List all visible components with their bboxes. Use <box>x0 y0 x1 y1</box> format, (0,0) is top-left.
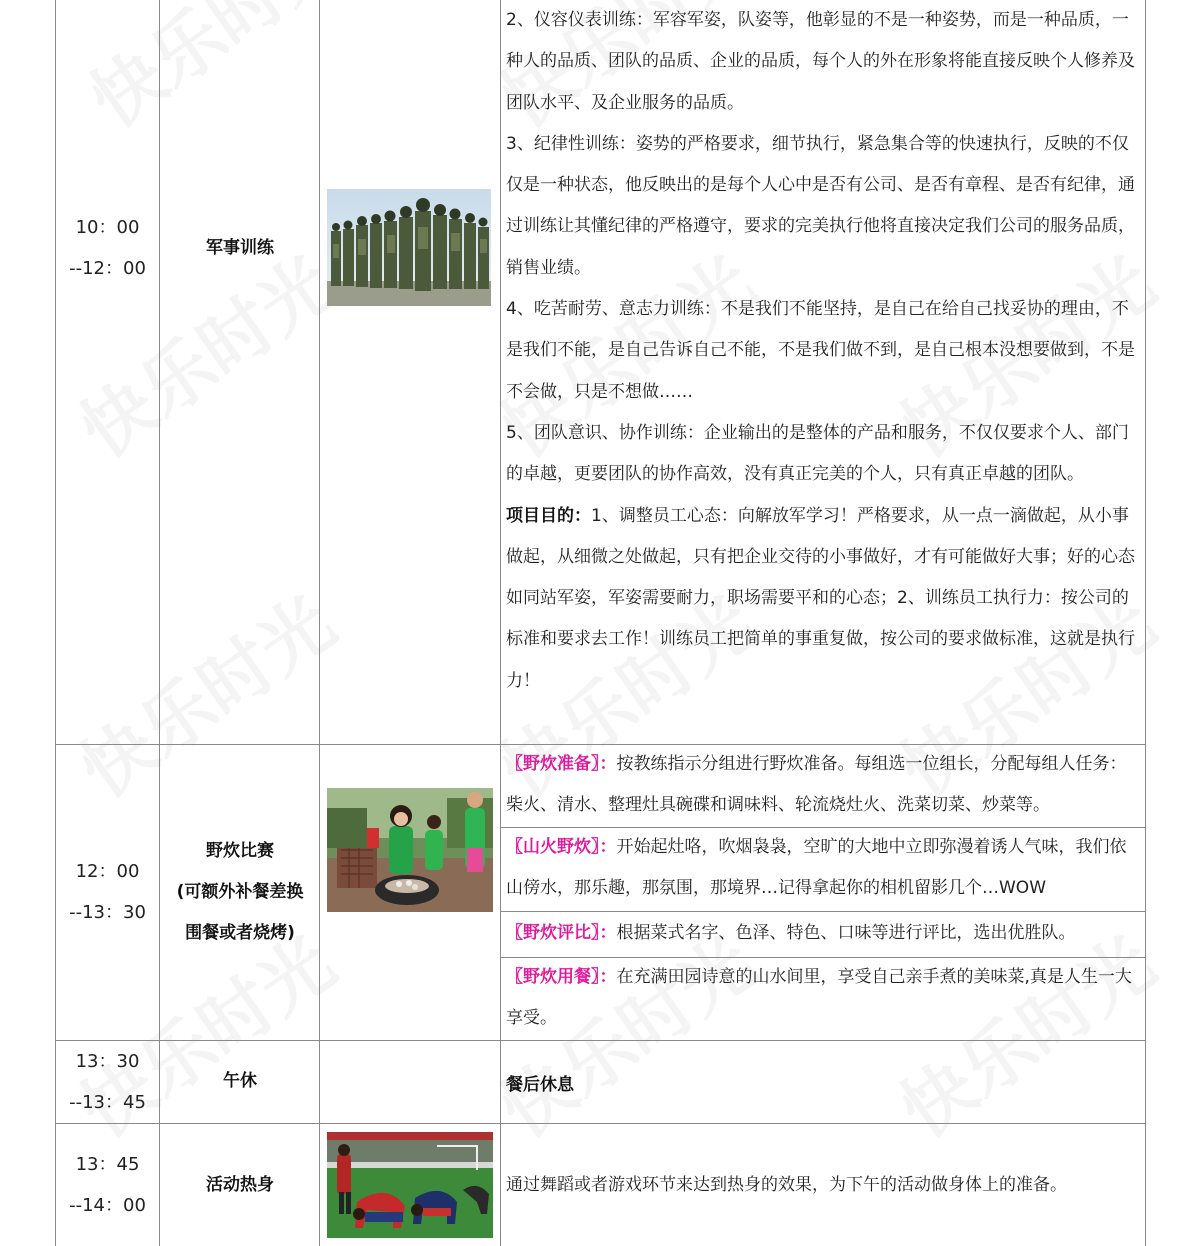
time-cell <box>56 1041 159 1123</box>
military-training-photo-icon <box>327 189 491 306</box>
section-text: 根据菜式名字、色泽、特色、口味等进行评比，选出优胜队。 <box>616 923 1076 943</box>
watermark <box>56 567 352 817</box>
warmup-text: 通过舞蹈或者游戏环节来达到热身的效果，为下午的活动做身体上的准备。 <box>506 1175 1067 1195</box>
activity-description <box>506 0 1142 702</box>
section-text: 在充满田园诗意的山水间里，享受自己亲手煮的美味菜,真是人生一大享受。 <box>506 967 1132 1029</box>
section-text: 按教练指示分组进行野炊准备。每组选一位组长，分配每组人任务：柴火、清水、整理灶具碗碟和调味料、轮流烧灶火、洗菜切菜、炒菜等。 <box>506 754 1127 816</box>
goal-text: 1、调整员工心态：向解放军学习！严格要求，从一点一滴做起，从小事做起，从细微之处做起，只有把企业交待的小事做好，才有可能做好大事；好的心态如同站军姿，军姿需要耐力，职场需要平和的心态；2、训练员工执行力：按公司的标准和要求去工作！训练员工把简单的事重复做，按公司的要求做标准，这就是执行力！ <box>506 505 1135 691</box>
activity-name: 军事训练 <box>206 238 274 258</box>
warmup-exercise-photo-icon <box>327 1132 493 1238</box>
activity-name: 活动热身 <box>206 1175 274 1195</box>
section-tag: 〖野炊用餐〗： <box>506 967 617 987</box>
activity-name-line: (可额外补餐差换 <box>176 882 304 902</box>
section-divider <box>500 911 1146 912</box>
time-end: --14：00 <box>69 1195 146 1216</box>
activity-name: 午休 <box>223 1071 257 1091</box>
table-border <box>1145 0 1146 1246</box>
cooking-section <box>506 827 1142 910</box>
table-border <box>319 0 320 1246</box>
table-border <box>159 0 160 1246</box>
watermark <box>66 0 362 147</box>
activity-description <box>506 1165 1142 1206</box>
training-item: 4、吃苦耐劳、意志力训练：不是我们不能坚持，是自己在给自己找妥协的理由，不是我们不能，是自己告诉自己不能，不是我们做不到，是自己根本没想要做到，不是不会做，只是不想做…… <box>506 299 1135 402</box>
time-start: 13：30 <box>75 1051 140 1072</box>
time-end: --13：45 <box>69 1092 146 1113</box>
goal-label: 项目目的： <box>506 505 591 526</box>
time-start: 13：45 <box>75 1154 140 1175</box>
activity-name-line: 野炊比赛 <box>206 841 274 861</box>
time-cell <box>56 851 159 933</box>
cooking-section <box>506 913 1142 954</box>
section-tag: 〖山火野炊〗： <box>506 837 617 857</box>
time-cell <box>56 1144 159 1226</box>
project-goal <box>506 496 1142 702</box>
training-item: 3、纪律性训练：姿势的严格要求，细节执行，紧急集合等的快速执行，反映的不仅仅是一种状态，他反映出的是每个人心中是否有公司、是否有章程、是否有纪律，通过训练让其懂纪律的严格遵守，要求的完美执行他将直接决定我们公司的服务品质，销售业绩。 <box>506 133 1135 278</box>
activity-description: 餐后休息 <box>506 1075 574 1095</box>
row-divider <box>55 1123 1146 1124</box>
section-tag: 〖野炊准备〗： <box>506 754 617 774</box>
cooking-contest-photo-icon <box>327 788 493 912</box>
cooking-section <box>506 744 1142 827</box>
time-start: 12：00 <box>75 861 140 882</box>
training-item: 5、团队意识、协作训练：企业输出的是整体的产品和服务，不仅仅要求个人、部门的卓越，更要团队的协作高效，没有真正完美的个人，只有真正卓越的团队。 <box>506 422 1129 485</box>
time-cell <box>56 207 159 289</box>
row-divider <box>55 1040 1146 1041</box>
cooking-section <box>506 957 1142 1040</box>
section-text: 开始起灶咯，吹烟袅袅，空旷的大地中立即弥漫着诱人气味，我们依山傍水，那乐趣，那氛围，那境界…记得拿起你的相机留影几个…WOW <box>506 837 1127 899</box>
training-item: 2、仪容仪表训练：军容军姿，队姿等，他彰显的不是一种姿势，而是一种品质，一种人的品质、团队的品质、企业的品质，每个人的外在形象将能直接反映个人修养及团队水平、及企业服务的品质。 <box>506 10 1135 113</box>
section-tag: 〖野炊评比〗： <box>506 923 617 943</box>
time-end: --12：00 <box>69 258 146 279</box>
time-start: 10：00 <box>75 217 140 238</box>
table-border <box>500 0 501 1246</box>
activity-name-line: 围餐或者烧烤) <box>185 923 295 943</box>
activity-name <box>160 831 320 954</box>
time-end: --13：30 <box>69 902 146 923</box>
